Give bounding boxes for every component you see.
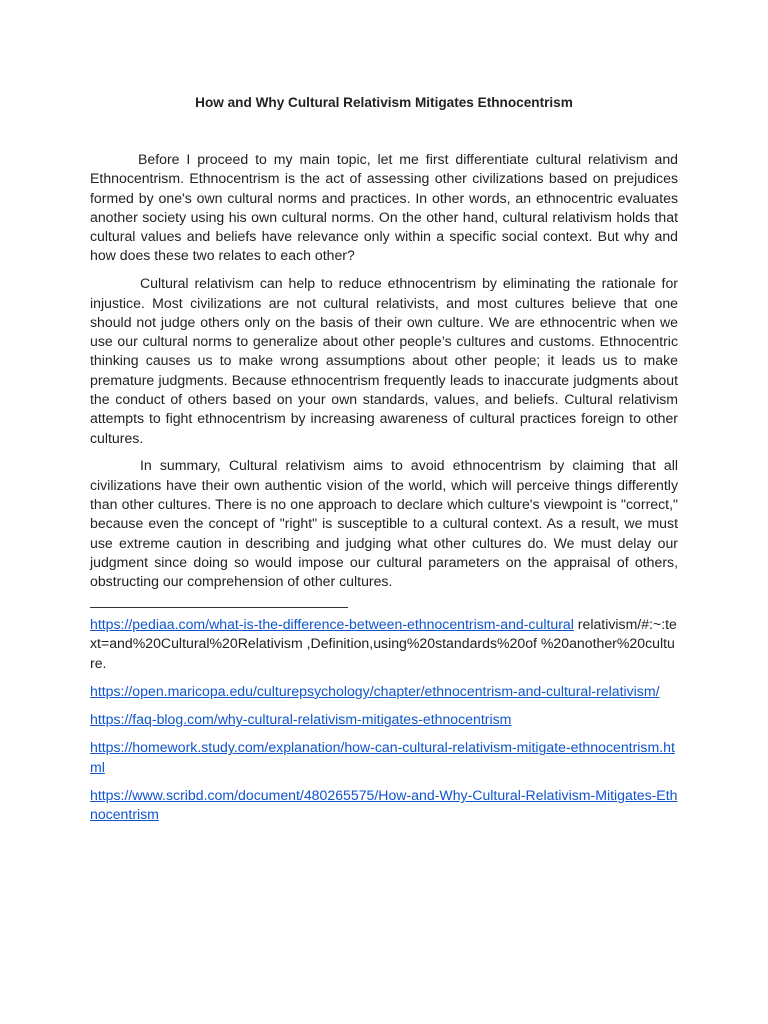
- reference-link-maricopa[interactable]: https://open.maricopa.edu/culturepsychology/chapter/ethnocentrism-and-cultural-relativism/: [90, 682, 660, 699]
- document-page: [90, 0, 678, 1024]
- references-section: [90, 607, 678, 834]
- paragraph-summary: In summary, Cultural relativism aims to avoid ethnocentrism by claiming that all civilizations have their own authentic vision of the world, which will perceive things differently than other cultures. There is no one approach to declare which culture's viewpoint is "correct," because even the concept of "right" is susceptible to a cultural context. As a result, we must use extreme caution in describing and judging what other cultures do. We must delay our judgment since doing so would impose our cultural parameters on the appraisal of others, obstructing our comprehension of other cultures.: [90, 457, 678, 590]
- document-title: How and Why Cultural Relativism Mitigates Ethnocentrism: [195, 95, 573, 110]
- reference-link-study[interactable]: https://homework.study.com/explanation/how-can-cultural-relativism-mitigate-ethnocentrism.html: [90, 739, 675, 775]
- reference-item: [90, 615, 678, 673]
- reference-item: [90, 710, 678, 729]
- reference-item: [90, 682, 678, 701]
- reference-item: [90, 738, 678, 777]
- reference-item: [90, 786, 678, 825]
- footnote-divider: [90, 607, 348, 608]
- paragraph-introduction: Before I proceed to my main topic, let me first differentiate cultural relativism and Ethnocentrism. Ethnocentrism is the act of assessing other civilizations based on prejudices formed by one's own cultural norms and practices. In other words, an ethnocentric evaluates another society using his own cultural norms. On the other hand, cultural relativism holds that cultural values and beliefs have relevance only within a specific social context. But why and how does these two relates to each other?: [90, 151, 678, 264]
- document-body: [90, 150, 678, 600]
- paragraph-reduction: Cultural relativism can help to reduce ethnocentrism by eliminating the rationale for injustice. Most civilizations are not cultural relativists, and most cultures believe that one should not judge others only on the basis of their own culture. We are ethnocentric when we use our cultural norms to generalize about other people’s cultures and customs. Ethnocentric thinking causes us to make wrong assumptions about other people; it leads us to make premature judgments. Because ethnocentrism frequently leads to inaccurate judgments about the conduct of others based on your own standards, values, and beliefs. Cultural relativism attempts to fight ethnocentrism by increasing awareness of cultural practices foreign to other cultures.: [90, 275, 678, 446]
- reference-link-continuation: relativism/#:~:text=and%20Cultural%20Relativism ,Definition,using%20standards%20of %20another%20culture.: [90, 616, 677, 671]
- reference-link-pediaa[interactable]: https://pediaa.com/what-is-the-difference-between-ethnocentrism-and-cultural: [90, 616, 574, 632]
- reference-link-faq-blog[interactable]: https://faq-blog.com/why-cultural-relativism-mitigates-ethnocentrism: [90, 711, 512, 728]
- reference-link-scribd[interactable]: https://www.scribd.com/document/480265575/How-and-Why-Cultural-Relativism-Mitigates-Ethnocentrism: [90, 787, 678, 823]
